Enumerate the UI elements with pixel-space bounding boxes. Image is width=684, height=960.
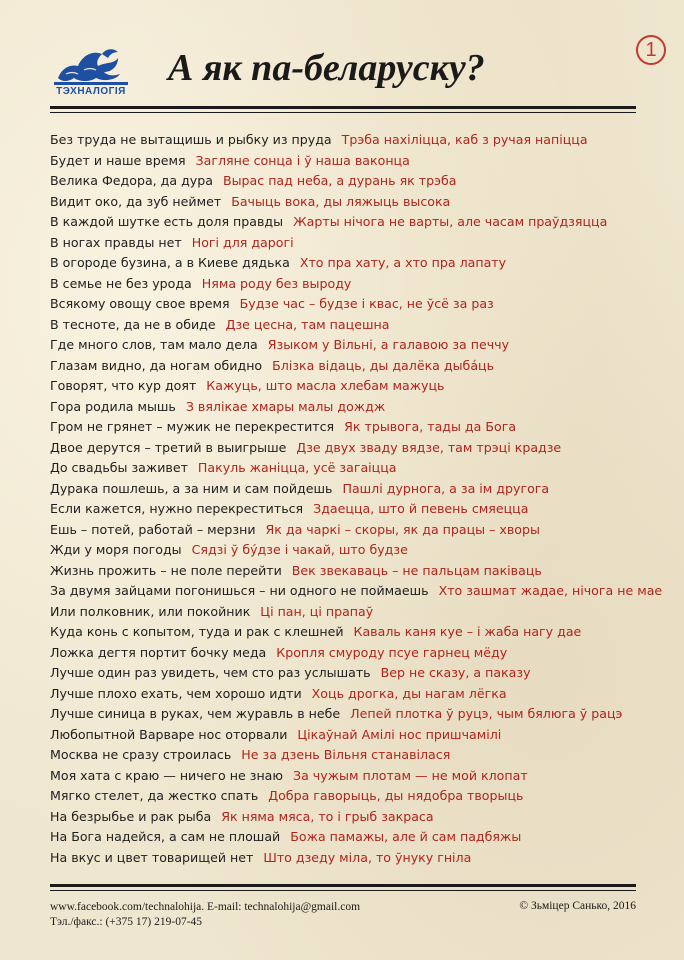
logo-text: ТЭХНАЛОГІЯ (56, 86, 126, 97)
proverb-belarusian: Няма роду без выроду (201, 275, 352, 291)
proverb-row (50, 827, 650, 848)
proverb-russian: До свадьбы заживет (50, 460, 188, 475)
proverb-row (50, 643, 650, 664)
proverb-belarusian: Добра гаворыць, ды нядобра творыць (268, 788, 524, 803)
proverb-russian: Глазам видно, да ногам обидно (50, 357, 263, 373)
proverb-russian: Мягко стелет, да жестко спать (50, 788, 259, 803)
proverb-russian: Где много слов, там мало дела (50, 337, 258, 352)
proverb-row (50, 192, 650, 213)
proverb-russian: На безрыбье и рак рыба (50, 808, 212, 824)
dragon-icon (52, 44, 130, 86)
proverb-belarusian: Будзе час – будзе і квас, не ўсё за раз (239, 296, 494, 311)
proverb-row (50, 848, 650, 869)
proverb-belarusian: Не за дзень Вільня станавілася (241, 747, 451, 762)
proverb-row (50, 745, 650, 766)
proverb-belarusian: Хто пра хату, а хто пра лапату (299, 255, 507, 270)
proverb-russian: Ложка дегтя портит бочку меда (50, 644, 267, 660)
page-title: А як па-беларуску? (168, 47, 485, 89)
proverb-row (50, 171, 650, 192)
proverb-russian: Велика Федора, да дура (50, 173, 213, 188)
proverb-russian: Жизнь прожить – не поле перейти (50, 562, 282, 578)
proverb-belarusian: Вер не сказу, а паказу (380, 665, 531, 680)
proverb-belarusian: Дзе двух зваду вядзе, там трэці крадзе (296, 439, 562, 455)
proverb-row (50, 581, 663, 602)
proverb-belarusian: Як трывога, тады да Бога (344, 419, 517, 434)
proverb-russian: В огороде бузина, а в Киеве дядька (50, 255, 290, 270)
proverb-belarusian: Пакуль жаніцца, усё загаіцца (197, 460, 397, 475)
publisher-logo (52, 44, 130, 100)
proverb-russian: В каждой шутке есть доля правды (50, 214, 284, 229)
proverb-russian: Говорят, что кур доят (50, 378, 197, 393)
proverb-belarusian: Што дзеду міла, то ўнуку гніла (263, 849, 472, 865)
proverb-russian: Будет и наше время (50, 152, 186, 168)
proverb-russian: Моя хата с краю — ничего не знаю (50, 767, 283, 783)
proverb-row (50, 438, 650, 459)
proverb-russian: Лучше синица в руках, чем журавль в небе (50, 706, 341, 721)
proverb-belarusian: Пашлі дурнога, а за ім другога (342, 480, 550, 496)
footer-divider (50, 884, 636, 887)
proverb-russian: Всякому овощу свое время (50, 296, 230, 311)
proverb-belarusian: Здаецца, што й певень смяецца (313, 501, 529, 516)
proverb-belarusian: Цікаўнай Амілі нос пришчамілі (297, 726, 502, 742)
proverb-row (50, 294, 650, 315)
footer-contacts (50, 900, 360, 930)
proverb-belarusian: Блізка відаць, ды далёка дыбáць (272, 357, 495, 373)
proverb-row (50, 356, 650, 377)
proverb-row (50, 704, 650, 725)
proverb-russian: На вкус и цвет товарищей нет (50, 849, 254, 865)
proverb-belarusian: Ногі для дарогі (191, 234, 294, 250)
proverb-russian: Москва не сразу строилась (50, 747, 232, 762)
proverb-belarusian: Божа памажы, але й сам падбяжы (290, 829, 522, 844)
proverb-row (50, 725, 650, 746)
proverb-row (50, 315, 650, 336)
proverb-russian: Двое дерутся – третий в выигрыше (50, 439, 287, 455)
proverb-row (50, 417, 650, 438)
proverb-row (50, 458, 650, 479)
proverb-row (50, 766, 650, 787)
proverb-list (50, 130, 663, 868)
proverb-belarusian: Сядзі ў бýдзе і чакай, што будзе (191, 542, 408, 557)
proverb-belarusian: Лепей плотка ў руцэ, чым бялюга ў рацэ (350, 706, 623, 721)
proverb-russian: Гора родила мышь (50, 398, 176, 414)
proverb-russian: Куда конь с копытом, туда и рак с клешней (50, 624, 344, 639)
proverb-russian: Гром не грянет – мужик не перекрестится (50, 419, 335, 434)
proverb-belarusian: Каваль каня куе – і жаба нагу дае (353, 624, 582, 639)
proverb-belarusian: Дзе цесна, там пацешна (225, 316, 390, 332)
footer-copyright: © Зьміцер Санько, 2016 (519, 900, 636, 912)
proverb-row (50, 274, 650, 295)
proverb-russian: Лучше плохо ехать, чем хорошо идти (50, 685, 302, 701)
proverb-belarusian: Як няма мяса, то і грыб закраса (221, 808, 434, 824)
proverb-row (50, 540, 650, 561)
proverb-russian: Видит око, да зуб неймет (50, 193, 222, 209)
proverb-row (50, 130, 650, 151)
proverb-row (50, 253, 650, 274)
proverb-russian: Ешь – потей, работай – мерзни (50, 521, 256, 537)
header-divider (50, 106, 636, 109)
proverb-row (50, 499, 650, 520)
proverb-belarusian: Языком у Вільні, а галавою за печчу (267, 337, 510, 352)
proverb-row (50, 212, 650, 233)
proverb-russian: В ногах правды нет (50, 234, 182, 250)
proverb-belarusian: За чужым плотам — не мой клопат (293, 767, 528, 783)
proverb-russian: За двумя зайцами погонишься – ни одного не поймаешь (50, 583, 429, 598)
proverb-russian: Без труда не вытащишь и рыбку из пруда (50, 132, 332, 147)
proverb-row (50, 376, 650, 397)
proverb-belarusian: Кажуць, што масла хлебам мажуць (206, 378, 445, 393)
proverb-belarusian: Кропля смуроду псуе гарнец мёду (276, 644, 508, 660)
proverb-row (50, 622, 650, 643)
proverb-row (50, 663, 650, 684)
proverb-russian: Если кажется, нужно перекреститься (50, 501, 304, 516)
proverb-russian: Или полковник, или покойник (50, 603, 251, 619)
proverb-belarusian: Загляне сонца і ў наша ваконца (195, 152, 410, 168)
page-number-badge: 1 (636, 35, 666, 65)
proverb-row (50, 151, 650, 172)
proverb-belarusian: Век звекаваць – не пальцам паківаць (291, 562, 542, 578)
proverb-row (50, 397, 650, 418)
proverb-belarusian: Як да чаркі – скоры, як да працы – хворы (265, 521, 540, 537)
proverb-belarusian: Бачыць вока, ды ляжыць высока (231, 193, 451, 209)
proverb-row (50, 602, 650, 623)
proverb-row (50, 807, 650, 828)
footer-phone: Тэл./факс.: (+375 17) 219-07-45 (50, 916, 203, 928)
proverb-belarusian: Хто зашмат жадае, нічога не мае (438, 583, 663, 598)
footer-divider-thin (50, 890, 636, 891)
proverb-row (50, 520, 650, 541)
header-divider-thin (50, 112, 636, 113)
proverb-russian: В семье не без урода (50, 275, 192, 291)
proverb-belarusian: Ці пан, ці прапаў (260, 603, 374, 619)
proverb-belarusian: Вырас пад неба, а дурань як трэба (222, 173, 457, 188)
proverb-belarusian: З вялікае хмары малы дождж (185, 398, 386, 414)
proverb-russian: В тесноте, да не в обиде (50, 316, 216, 332)
proverb-belarusian: Жарты нічога не варты, але часам праўдзяцца (293, 214, 608, 229)
proverb-belarusian: Хоць дрогка, ды нагам лёгка (311, 685, 507, 701)
proverb-row (50, 561, 650, 582)
footer-web-email: www.facebook.com/technalohija. E-mail: technalohija@gmail.com (50, 901, 361, 913)
proverb-russian: На Бога надейся, а сам не плошай (50, 829, 281, 844)
proverb-belarusian: Трэба нахіліцца, каб з ручая напіцца (341, 132, 588, 147)
proverb-row (50, 786, 650, 807)
proverb-russian: Любопытной Варваре нос оторвали (50, 726, 288, 742)
proverb-row (50, 684, 650, 705)
proverb-row (50, 335, 650, 356)
proverb-russian: Дурака пошлешь, а за ним и сам пойдешь (50, 480, 333, 496)
proverb-russian: Жди у моря погоды (50, 542, 182, 557)
proverb-russian: Лучше один раз увидеть, чем сто раз услышать (50, 665, 371, 680)
proverb-row (50, 233, 650, 254)
proverb-row (50, 479, 650, 500)
